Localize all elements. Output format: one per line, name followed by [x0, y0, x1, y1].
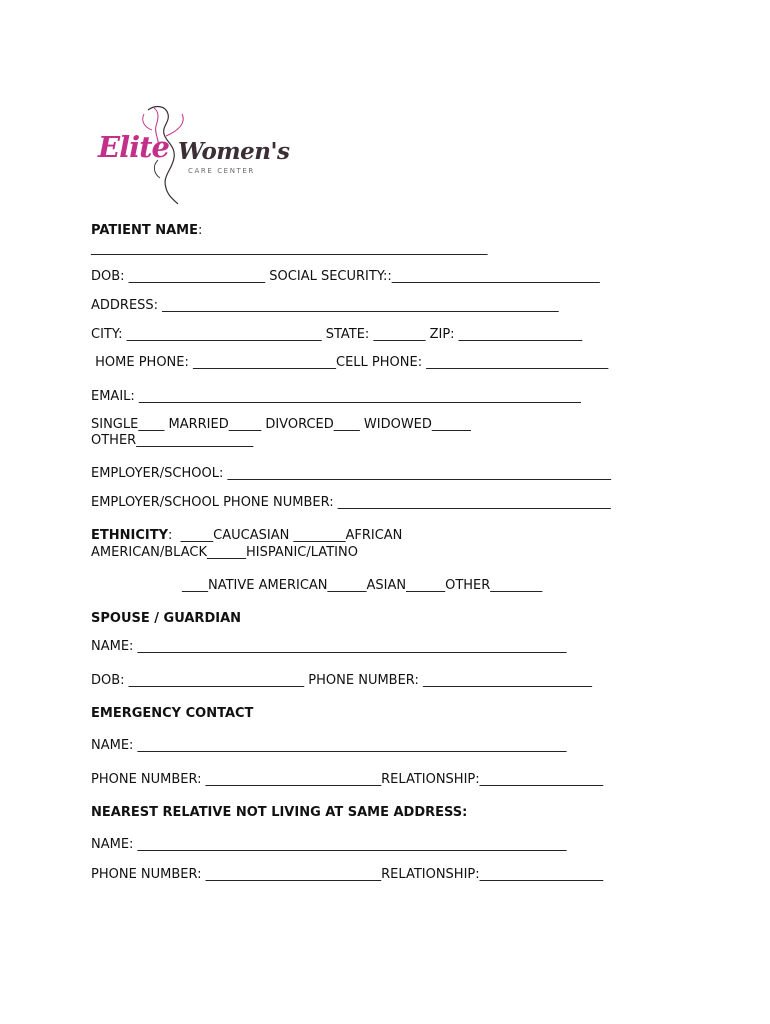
emergency-name-field[interactable]: NAME: __________________________________________________________________ [91, 738, 567, 753]
ethnicity-row-2[interactable]: AMERICAN/BLACK______HISPANIC/LATINO [91, 545, 358, 560]
employer-phone-field[interactable]: EMPLOYER/SCHOOL PHONE NUMBER: __________________________________________ [91, 495, 611, 510]
patient-name-label: PATIENT NAME [91, 223, 199, 238]
marital-status-field[interactable]: SINGLE____ MARRIED_____ DIVORCED____ WIDOWED______ [91, 417, 471, 432]
relative-name-field[interactable]: NAME: __________________________________________________________________ [91, 837, 567, 852]
logo-subtitle: CARE CENTER [188, 167, 255, 175]
spouse-heading: SPOUSE / GUARDIAN [91, 611, 242, 626]
dob-ssn-field[interactable]: DOB: _____________________ SOCIAL SECURITY::________________________________ [91, 269, 600, 284]
spouse-dob-phone-field[interactable]: DOB: ___________________________ PHONE NUMBER: __________________________ [91, 673, 592, 688]
phone-field[interactable]: HOME PHONE: ______________________CELL PHONE: ____________________________ [91, 355, 609, 370]
ethnicity-row-3[interactable]: ____NATIVE AMERICAN______ASIAN______OTHER________ [182, 578, 543, 593]
logo-elite-text: Elite [98, 130, 169, 164]
email-field[interactable]: EMAIL: ____________________________________________________________________ [91, 389, 581, 404]
patient-name-label-row [91, 222, 202, 239]
employer-field[interactable]: EMPLOYER/SCHOOL: ___________________________________________________________ [91, 466, 611, 481]
patient-name-colon: : [198, 223, 203, 238]
emergency-heading: EMERGENCY CONTACT [91, 706, 254, 721]
spouse-name-field[interactable]: NAME: __________________________________________________________________ [91, 639, 567, 654]
address-field[interactable]: ADDRESS: _____________________________________________________________ [91, 298, 559, 313]
city-state-zip-field[interactable]: CITY: ______________________________ STATE: ________ ZIP: ___________________ [91, 327, 583, 342]
ethnicity-row-1[interactable] [91, 527, 402, 544]
relative-heading: NEAREST RELATIVE NOT LIVING AT SAME ADDRESS: [91, 805, 468, 820]
clinic-logo [96, 100, 291, 205]
relative-phone-field[interactable]: PHONE NUMBER: ___________________________RELATIONSHIP:___________________ [91, 867, 604, 882]
emergency-phone-field[interactable]: PHONE NUMBER: ___________________________RELATIONSHIP:___________________ [91, 772, 604, 787]
marital-other-field[interactable]: OTHER__________________ [91, 433, 254, 448]
ethnicity-options-1[interactable]: : _____CAUCASIAN ________AFRICAN [168, 528, 403, 543]
logo-womens-text: Women's [178, 138, 290, 165]
patient-name-field[interactable]: _____________________________________________________________ [91, 241, 488, 256]
ethnicity-label: ETHNICITY [91, 528, 169, 543]
